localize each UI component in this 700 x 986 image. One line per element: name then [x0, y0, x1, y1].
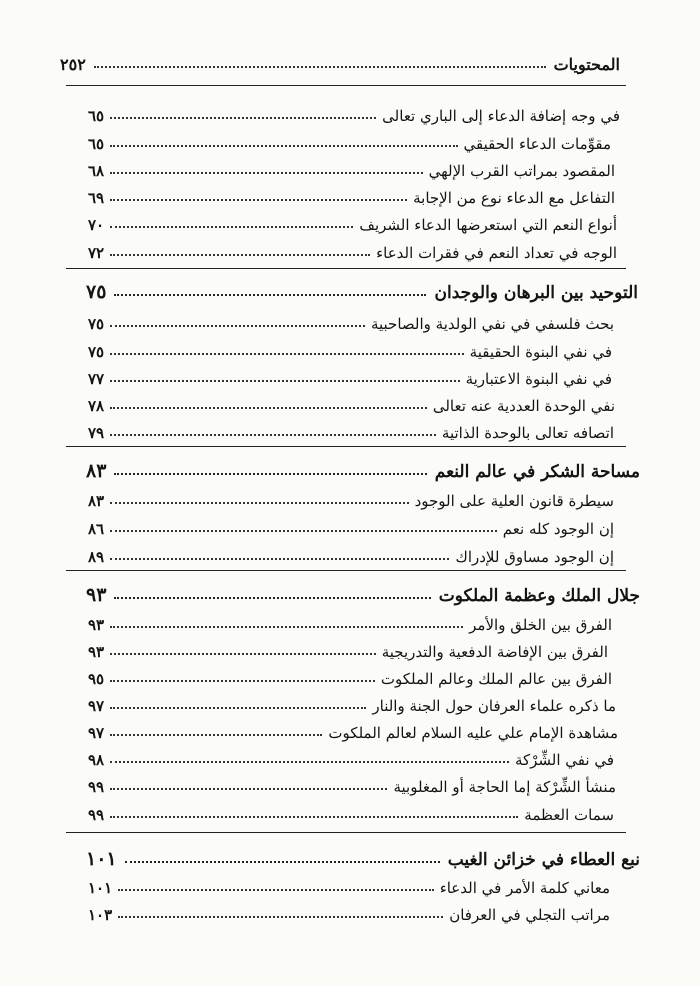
divider [66, 446, 626, 447]
toc-section-heading: مساحة الشكر في عالم النعم ٨٣ [86, 460, 640, 482]
toc-entry: الوجه في تعداد النعم في فقرات الدعاء ٧٢ [88, 244, 617, 262]
toc-entry: التفاعل مع الدعاء نوع من الإجابة ٦٩ [88, 189, 615, 207]
toc-entry: اتصافه تعالى بالوحدة الذاتية ٧٩ [88, 424, 614, 442]
toc-entry: في نفي البنوة الحقيقية ٧٥ [88, 343, 612, 361]
toc-entry: معاني كلمة الأمر في الدعاء ١٠١ [88, 879, 610, 897]
toc-entry: سيطرة قانون العلية على الوجود ٨٣ [88, 492, 614, 510]
toc-entry: الفرق بين الخلق والأمر ٩٣ [88, 616, 612, 634]
header-title: المحتويات [553, 55, 620, 74]
toc-entry: منشأ الشِّرْكة إما الحاجة أو المغلوبية ٩٩ [88, 778, 616, 796]
divider [66, 85, 626, 86]
toc-entry: في نفي الشِّرْكة ٩٨ [88, 751, 614, 769]
page-number: ٢٥٢ [60, 55, 86, 74]
toc-entry: الفرق بين عالم الملك وعالم الملكوت ٩٥ [88, 670, 612, 688]
divider [66, 570, 626, 571]
toc-entry: في وجه إضافة الدعاء إلى الباري تعالى ٦٥ [88, 107, 620, 125]
toc-entry: ما ذكره علماء العرفان حول الجنة والنار ٩٧ [88, 697, 616, 715]
page-header [60, 46, 620, 74]
dot-leader [94, 66, 546, 68]
toc-entry: أنواع النعم التي استعرضها الدعاء الشريف ٧٠ [88, 216, 617, 234]
toc-entry: مشاهدة الإمام علي عليه السلام لعالم الملكوت ٩٧ [88, 724, 618, 742]
divider [66, 268, 626, 269]
toc-entry: مقوِّمات الدعاء الحقيقي ٦٥ [88, 135, 611, 153]
toc-entry: المقصود بمراتب القرب الإلهي ٦٨ [88, 162, 615, 180]
toc-entry: في نفي البنوة الاعتبارية ٧٧ [88, 370, 612, 388]
divider [66, 832, 626, 833]
toc-entry: سمات العظمة ٩٩ [88, 806, 614, 824]
toc-entry: إن الوجود كله نعم ٨٦ [88, 520, 614, 538]
toc-entry: إن الوجود مساوق للإدراك ٨٩ [88, 548, 614, 566]
toc-section-heading: جلال الملك وعظمة الملكوت ٩٣ [86, 584, 640, 606]
toc-section-heading: التوحيد بين البرهان والوجدان ٧٥ [86, 281, 638, 303]
toc-entry: بحث فلسفي في نفي الولدية والصاحبية ٧٥ [88, 315, 614, 333]
toc-section-heading: نبع العطاء في خزائن الغيب ١٠١ [86, 848, 640, 870]
toc-entry: مراتب التجلي في العرفان ١٠٣ [88, 906, 610, 924]
toc-entry: نفي الوحدة العددية عنه تعالى ٧٨ [88, 397, 615, 415]
toc-entry: الفرق بين الإفاضة الدفعية والتدريجية ٩٣ [88, 643, 608, 661]
